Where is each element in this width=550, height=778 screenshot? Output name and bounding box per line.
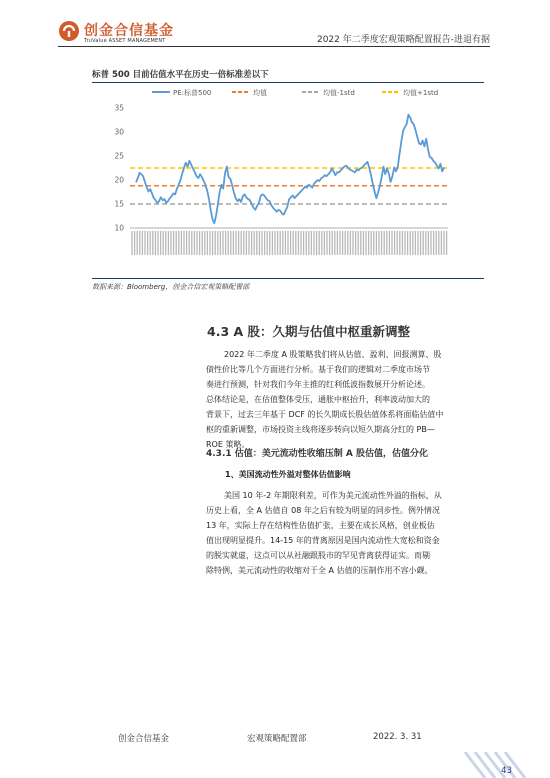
subsection-paragraph	[206, 488, 484, 578]
paragraph-line: 13 年，实际上存在结构性估值扩张，主要在成长风格，创业板估	[206, 521, 435, 530]
paragraph-line: 历史上看，全 A 估值自 08 年之后有较为明显的同步性。例外情况	[206, 506, 440, 515]
figure-source: 数据来源：Bloomberg，创金合信宏观策略配置部	[92, 283, 250, 291]
legend-label: PE:标普500	[173, 89, 212, 97]
paragraph-line: 美国 10 年-2 年期限利差，可作为美元流动性外溢的指标，从	[224, 491, 442, 500]
legend-label: 均值+1std	[403, 89, 439, 97]
section-title: 4.3 A 股：久期与估值中枢重新调整	[207, 324, 411, 339]
pe-valuation-chart	[92, 84, 484, 276]
footer-date: 2022. 3. 31	[373, 732, 422, 742]
paragraph-line: 总体结论是，在估值整体受压，通胀中枢抬升，利率波动加大的	[206, 395, 430, 404]
subsection-subhead: 1、美国流动性外溢对整体估值影响	[225, 470, 351, 479]
report-title: 2022 年二季度宏观策略配置报告-进退有据	[316, 35, 490, 45]
paragraph-line: 枢的重新调整，市场投资主线将逐步转向以短久期高分红的 PB—	[206, 425, 435, 434]
figure-bottom-divider	[92, 278, 484, 279]
pe-series-line	[136, 115, 444, 224]
section-paragraph	[206, 347, 484, 452]
y-tick-label: 10	[114, 223, 124, 233]
footer-department: 宏观策略配置部	[247, 734, 307, 744]
logo-mark-icon	[58, 20, 80, 42]
paragraph-line: 债性价比等几个方面进行分析。基于我们的逻辑对二季度市场节	[206, 365, 430, 374]
y-tick-label: 35	[114, 103, 124, 113]
paragraph-line: ROE 策略。	[206, 440, 250, 449]
y-tick-label: 30	[114, 127, 124, 137]
logo-text-cn: 创金合信基金	[84, 23, 174, 39]
paragraph-line: 除特例，美元流动性的收缩对于全 A 估值的压制作用不容小觑。	[206, 566, 433, 575]
paragraph-line: 2022 年二季度 A 股策略我们将从估值、盈利、回报测算、股	[224, 350, 442, 359]
logo-text-en: TruValue ASSET MANAGEMENT	[84, 38, 166, 44]
y-tick-label: 25	[114, 151, 124, 161]
chart-legend	[152, 88, 438, 97]
paragraph-line: 背景下，过去三年基于 DCF 的长久期成长股估值体系将面临估值中	[206, 410, 444, 419]
paragraph-line: 的脱实就虚，这点可以从社融跟股市的罕见背离获得证实。而剔	[206, 551, 430, 560]
header-divider	[58, 46, 490, 47]
chart-y-axis	[114, 104, 124, 233]
figure-title-divider	[92, 82, 484, 83]
chart-x-axis	[130, 228, 448, 255]
y-tick-label: 15	[114, 199, 124, 209]
footer-company: 创金合信基金	[118, 734, 170, 744]
chart-series	[136, 115, 444, 224]
paragraph-line: 奏进行预测，针对我们今年主推的红利低波指数展开分析论述。	[206, 380, 430, 389]
y-tick-label: 20	[114, 175, 124, 185]
legend-label: 均值	[253, 89, 267, 97]
paragraph-line: 值出现明显提升。14-15 年的背离原因是国内流动性大宽松和资金	[206, 536, 440, 545]
figure-title: 标普 500 目前估值水平在历史一倍标准差以下	[92, 70, 269, 80]
page-number: 43	[501, 766, 512, 776]
subsection-title: 4.3.1 估值：美元流动性收缩压制 A 股估值，估值分化	[206, 449, 428, 459]
company-logo	[58, 18, 178, 48]
legend-label: 均值-1std	[323, 89, 355, 97]
